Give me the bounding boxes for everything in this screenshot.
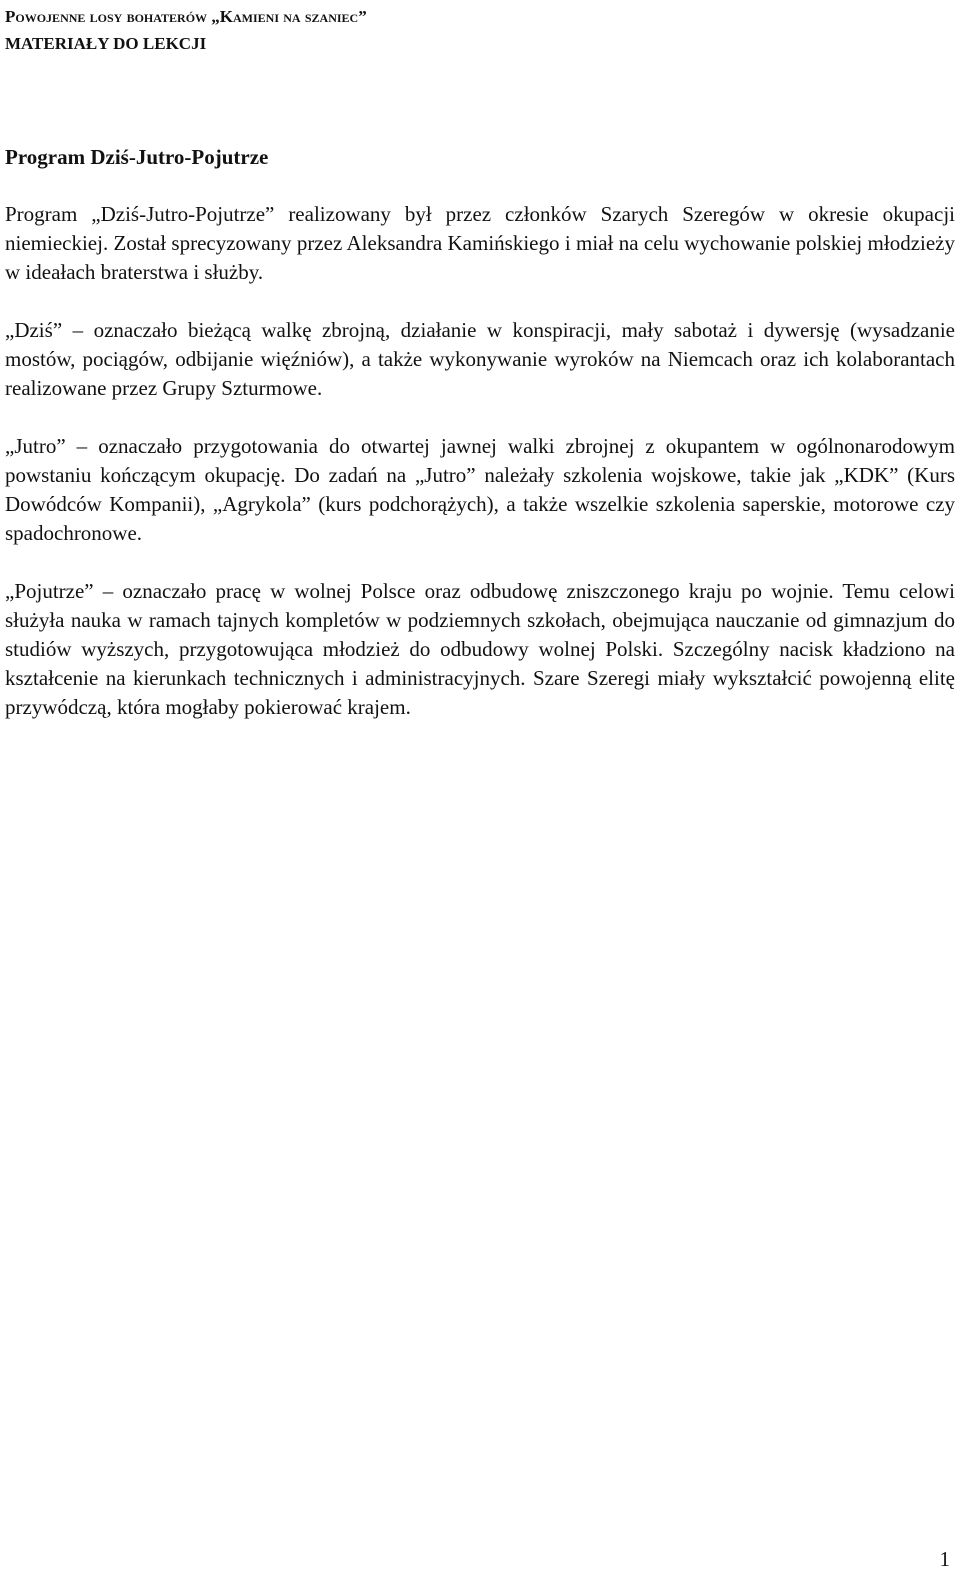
paragraph-intro: Program „Dziś-Jutro-Pojutrze” realizowany był przez członków Szarych Szeregów w okresie okupacji niemieckiej. Został sprecyzowany przez Aleksandra Kamińskiego i miał na celu wychowanie polskiej młodzieży w ideałach braterstwa i służby. [5,202,955,284]
document-header [5,0,367,57]
header-title-quote-initial: „K [211,7,234,26]
header-title-quote-close: ” [358,7,367,26]
header-title-part1: owojenne losy bohaterów [15,7,212,26]
paragraph-pojutrze: „Pojutrze” – oznaczało pracę w wolnej Polsce oraz odbudowę zniszczonego kraju po wojnie. Temu celowi służyła nauka w ramach tajnych kompletów w podziemnych szkołach, obejmująca nauczanie od gimnazjum do studiów wyższych, przygotowująca młodzież do odbudowy wolnej Polski. Szczególny nacisk kładziono na kształcenie na kierunkach technicznych i administracyjnych. Szare Szeregi miały wykształcić powojenną elitę przywódczą, która mogłaby pokierować krajem. [5,579,955,719]
header-title [5,3,367,30]
header-title-part2: amieni na szaniec [233,7,359,26]
paragraph-jutro: „Jutro” – oznaczało przygotowania do otwartej jawnej walki zbrojnej z okupantem w ogólnonarodowym powstaniu kończącym okupację. Do zadań na „Jutro” należały szkolenia wojskowe, takie jak „KDK” (Kurs Dowódców Kompanii), „Agrykola” (kurs podchorążych), a także wszelkie szkolenia saperskie, motorowe czy spadochronowe. [5,434,955,545]
document-page [5,0,955,1580]
header-subtitle: MATERIAŁY DO LEKCJI [5,34,207,53]
document-body [5,200,955,722]
header-title-initial: P [5,7,16,26]
section-title: Program Dziś-Jutro-Pojutrze [5,145,269,169]
paragraph-dzis: „Dziś” – oznaczało bieżącą walkę zbrojną, działanie w konspiracji, mały sabotaż i dywersję (wysadzanie mostów, pociągów, odbijanie więźniów), a także wykonywanie wyroków na Niemcach oraz ich kolaborantach realizowane przez Grupy Szturmowe. [5,318,955,400]
page-number: 1 [939,1547,950,1571]
